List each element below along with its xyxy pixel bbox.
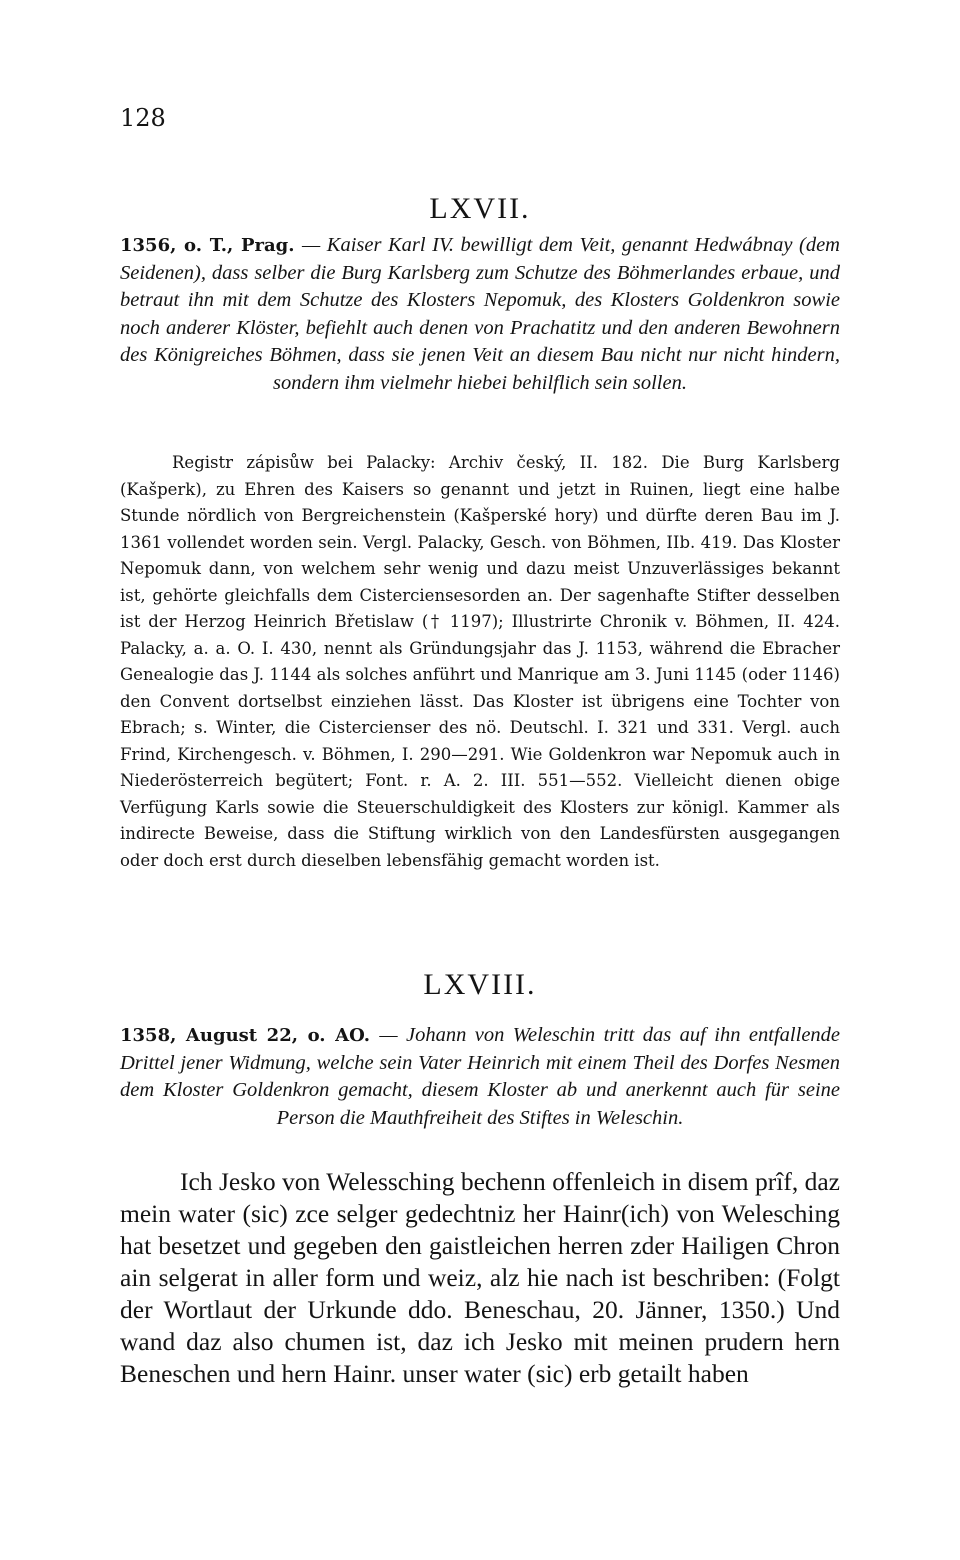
- regest-lxviii: [120, 1022, 840, 1132]
- regest-lxvii: [120, 232, 840, 397]
- commentary-note: Registr zápisůw bei Palacky: Archiv český, II. 182. Die Burg Karlsberg (Kašperk), zu Ehren des Kaisers so genannt und jetzt in Ruinen, liegt eine halbe Stunde nördlich von Bergreichenstein (Kašperské hory) und dürfte deren Bau im J. 1361 vollendet worden sein. Vergl. Palacky, Gesch. von Böhmen, IIb. 419. Das Kloster Nepomuk dann, von welchem sehr wenig und dazu meist Unzuverlässiges bekannt ist, gehörte gleichfalls dem Cisterciensesorden an. Der sagenhafte Stifter desselben ist der Herzog Heinrich Břetislaw († 1197); Illustrirte Chronik v. Böhmen, II. 424. Palacky, a. a. O. I. 430, nennt als Gründungsjahr das J. 1153, während die Ebracher Genealogie das J. 1144 als solches anführt und Manrique am 3. Juni 1145 (oder 1146) den Convent dortselbst einziehen lässt. Das Kloster ist übrigens eine Tochter von Ebrach; s. Winter, die Cistercienser des nö. Deutschl. I. 321 und 331. Vergl. auch Frind, Kirchengesch. v. Böhmen, I. 290—291. Wie Goldenkron war Nepomuk auch in Niederösterreich begütert; Font. r. A. 2. III. 551—552. Vielleicht dienen obige Verfügung Karls sowie die Steuerschuldigkeit des Klosters zur königl. Kammer als indirecte Beweise, dass die Stiftung wirklich von den Landesfürsten ausgegangen oder doch erst durch dieselben lebensfähig gemacht worden ist.: [120, 453, 840, 870]
- regest-date: 1356, o. T., Prag.: [120, 235, 295, 256]
- regest-summary: — Johann von Weleschin tritt das auf ihn entfallende Drittel jener Widmung, welche sein Vater Heinrich mit einem Theil des Dorfes Nesmen dem Kloster Goldenkron gemacht, diesem Kloster ab und anerkennt auch für seine Person die Mauthfreiheit des Stiftes in Weleschin.: [120, 1024, 841, 1129]
- charter-text: Ich Jesko von Welessching bechenn offenleich in disem prîf, daz mein water (sic) zce selger gedechtniz her Hainr(ich) von Welesching hat besetzet und gegeben den gaistleichen herren zder Hailigen Chron ain selgerat in aller form und weiz, alz hie nach ist beschriben: (Folgt der Wortlaut der Urkunde ddo. Beneschau, 20. Jänner, 1350.) Und wand daz also chumen ist, daz ich Jesko mit meinen prudern hern Beneschen und hern Hainr. unser water (sic) erb getailt haben: [120, 1167, 840, 1388]
- page-number: 128: [120, 104, 166, 132]
- section-title-lxvii: LXVII.: [429, 192, 531, 225]
- regest-date: 1358, August 22, o. AO.: [120, 1025, 370, 1046]
- regest-summary: — Kaiser Karl IV. bewilligt dem Veit, genannt Hedwábnay (dem Seidenen), dass selber die Burg Karlsberg zum Schutze des Böhmerlandes erbaue, und betraut ihn mit dem Schutze des Klosters Nepomuk, des Klosters Goldenkron sowie noch anderer Klöster, befiehlt auch denen von Prachatitz und den anderen Bewohnern des Königreiches Böhmen, dass sie jenen Veit an diesem Bau nicht nur nicht hindern, sondern ihm vielmehr hiebei behilflich sein sollen.: [120, 234, 840, 394]
- section-title-lxviii: LXVIII.: [423, 968, 537, 1001]
